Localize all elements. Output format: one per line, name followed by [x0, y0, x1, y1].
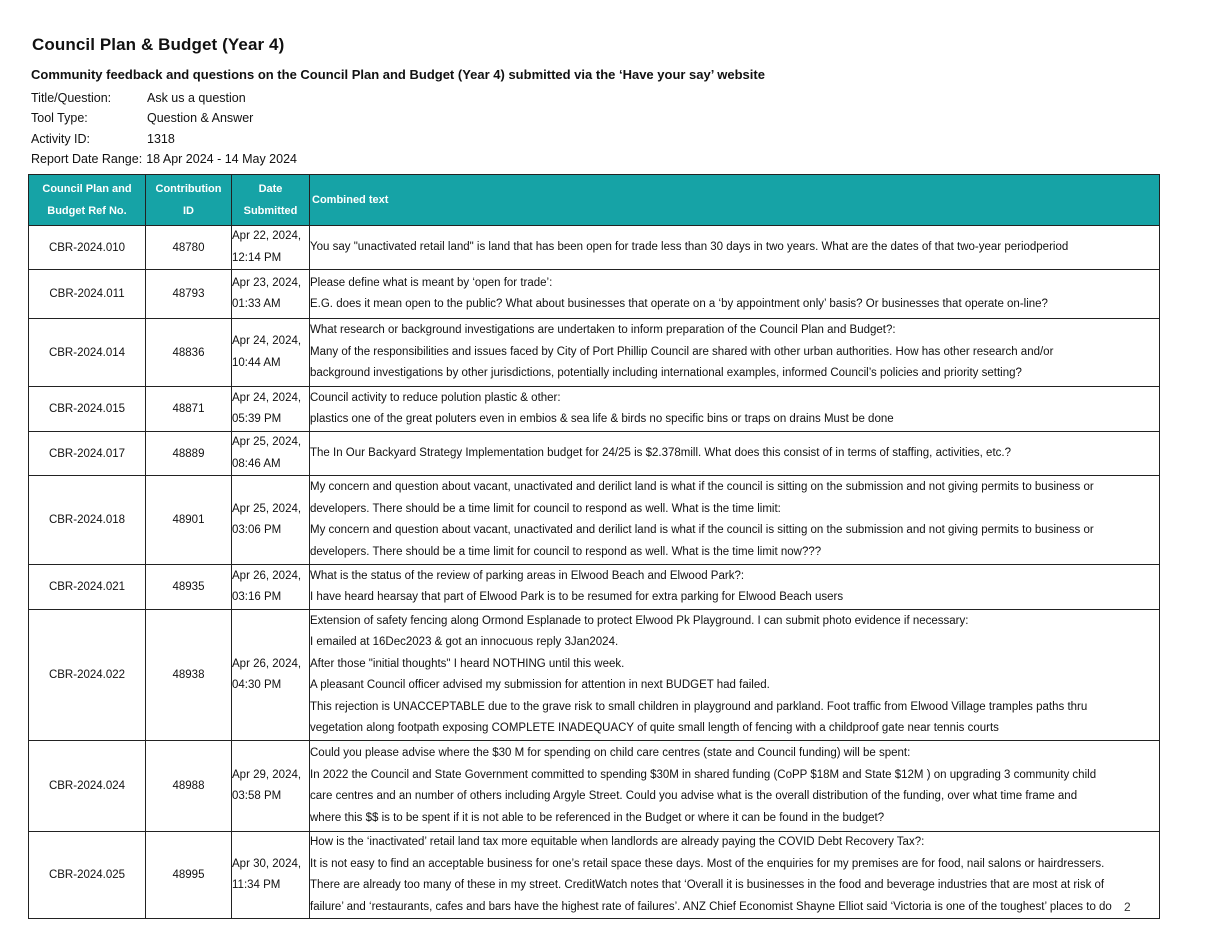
cell-ref-no: CBR-2024.017 — [29, 432, 146, 476]
date-value: Apr 24, 2024, — [232, 335, 302, 347]
cell-combined-text — [310, 565, 1160, 610]
text-line: My concern and question about vacant, unactivated and derilict land is what if the council is sitting on the submission and not giving permits to business or — [310, 524, 1094, 536]
cell-ref-no: CBR-2024.018 — [29, 476, 146, 565]
cell-date-submitted — [232, 565, 310, 610]
cell-contribution-id: 48938 — [146, 610, 232, 741]
cell-ref-no: CBR-2024.021 — [29, 565, 146, 610]
cell-date-submitted — [232, 832, 310, 919]
cell-combined-text — [310, 270, 1160, 319]
cell-ref-no: CBR-2024.024 — [29, 741, 146, 832]
cell-contribution-id: 48871 — [146, 387, 232, 432]
meta-value: 18 Apr 2024 - 14 May 2024 — [146, 151, 297, 166]
cell-ref-no: CBR-2024.015 — [29, 387, 146, 432]
time-value: 03:06 PM — [232, 524, 282, 536]
text-line: You say "unactivated retail land" is land that has been open for trade less than 30 days in two years. What are the dates of that two-year periodperiod — [310, 240, 1069, 253]
text-line: care centres and an number of others including Argyle Street. Could you advise what is the overall distribution of the funding, over what time frame and — [310, 790, 1078, 802]
meta-value: Question & Answer — [147, 111, 254, 126]
table-header-row — [29, 175, 1160, 226]
time-value: 12:14 PM — [232, 251, 282, 264]
meta-row-date-range — [31, 149, 297, 169]
table-row — [29, 832, 1160, 919]
header-ref-no — [29, 175, 146, 226]
text-line: failure’ and ‘restaurants, cafes and bars have the highest rate of failures’. ANZ Chief Economist Shayne Elliot said ‘Victoria is one of the toughest’ places to do — [310, 900, 1112, 913]
header-contribution-line2: ID — [183, 205, 194, 217]
text-line: Many of the responsibilities and issues faced by City of Port Phillip Council are shared with other urban authorities. How has other research and/or — [310, 345, 1054, 358]
time-value: 05:39 PM — [232, 413, 282, 425]
text-line: The In Our Backyard Strategy Implementation budget for 24/25 is $2.378mill. What does this consist of in terms of staffing, activities, etc.? — [310, 446, 1011, 459]
table-body — [29, 226, 1160, 919]
cell-ref-no: CBR-2024.010 — [29, 226, 146, 270]
text-line: Could you please advise where the $30 M for spending on child care centres (state and Council funding) will be spent: — [310, 747, 911, 759]
text-line: plastics one of the great poluters even in embios & sea life & birds no specific bins or traps on drains Must be done — [310, 413, 894, 425]
header-combined-text: Combined text — [310, 175, 1160, 226]
cell-date-submitted — [232, 270, 310, 319]
text-line: How is the ‘inactivated’ retail land tax more equitable when landlords are already paying the COVID Debt Recovery Tax?: — [310, 836, 925, 848]
text-line: This rejection is UNACCEPTABLE due to the grave risk to small children in playground and parkland. Foot traffic from Elwood Village tramples paths thru — [310, 700, 1088, 713]
table-row — [29, 270, 1160, 319]
cell-ref-no: CBR-2024.025 — [29, 832, 146, 919]
table-row — [29, 387, 1160, 432]
header-ref-line1: Council Plan and — [42, 183, 132, 195]
header-date-line1: Date — [258, 183, 283, 195]
cell-combined-text — [310, 432, 1160, 476]
time-value: 04:30 PM — [232, 679, 282, 691]
cell-contribution-id: 48836 — [146, 319, 232, 387]
date-value: Apr 22, 2024, — [232, 230, 302, 242]
text-line: background investigations by other jurisdictions, potentially including international examples, informed Council’s policies and priority setting? — [310, 367, 1022, 380]
cell-date-submitted — [232, 226, 310, 270]
cell-contribution-id: 48780 — [146, 226, 232, 270]
meta-label: Report Date Range: — [31, 151, 143, 166]
text-line: It is not easy to find an acceptable business for one’s retail space these days. Most of the enquiries for my premises are for food, nail salons or hairdressers. — [310, 857, 1105, 870]
cell-date-submitted — [232, 432, 310, 476]
cell-contribution-id: 48935 — [146, 565, 232, 610]
text-line: Extension of safety fencing along Ormond Esplanade to protect Elwood Pk Playground. I can submit photo evidence if necessary: — [310, 614, 969, 627]
date-value: Apr 26, 2024, — [232, 657, 302, 670]
table-row — [29, 476, 1160, 565]
meta-row-title — [31, 88, 297, 108]
header-date-submitted — [232, 175, 310, 226]
text-line: What research or background investigations are undertaken to inform preparation of the Council Plan and Budget?: — [310, 324, 896, 337]
text-line: Please define what is meant by ‘open for trade’: — [310, 276, 553, 289]
cell-date-submitted — [232, 610, 310, 741]
cell-date-submitted — [232, 387, 310, 432]
table-row — [29, 610, 1160, 741]
time-value: 10:44 AM — [232, 356, 281, 369]
meta-row-tool-type — [31, 108, 297, 128]
table-row — [29, 226, 1160, 270]
time-value: 11:34 PM — [232, 879, 281, 891]
table-row — [29, 741, 1160, 832]
cell-contribution-id: 48793 — [146, 270, 232, 319]
date-value: Apr 23, 2024, — [232, 276, 302, 289]
cell-ref-no: CBR-2024.022 — [29, 610, 146, 741]
header-contribution-id — [146, 175, 232, 226]
cell-ref-no: CBR-2024.011 — [29, 270, 146, 319]
meta-value: 1318 — [147, 131, 175, 146]
meta-label: Title/Question: — [31, 91, 112, 105]
meta-label: Activity ID: — [31, 131, 91, 146]
text-line: I have heard hearsay that part of Elwood Park is to be resumed for extra parking for Elwood Beach users — [310, 591, 844, 603]
cell-combined-text — [310, 387, 1160, 432]
date-value: Apr 25, 2024, — [232, 502, 302, 515]
text-line: I emailed at 16Dec2023 & got an innocuous reply 3Jan2024. — [310, 636, 619, 648]
feedback-table — [28, 174, 1160, 919]
text-line: What is the status of the review of parking areas in Elwood Beach and Elwood Park?: — [310, 569, 745, 582]
cell-contribution-id: 48901 — [146, 476, 232, 565]
text-line: where this $$ is to be spent if it is not able to be referenced in the Budget or where it can be found in the budget? — [310, 811, 885, 824]
cell-contribution-id: 48889 — [146, 432, 232, 476]
table-row — [29, 319, 1160, 387]
text-line: developers. There should be a time limit for council to respond as well. What is the time limit now??? — [310, 545, 822, 558]
text-line: Council activity to reduce polution plastic & other: — [310, 391, 561, 404]
table-row — [29, 565, 1160, 610]
page-number: 2 — [1124, 900, 1131, 914]
header-date-line2: Submitted — [243, 205, 298, 217]
text-line: developers. There should be a time limit for council to respond as well. What is the time limit: — [310, 502, 781, 515]
meta-value: Ask us a question — [147, 91, 246, 105]
text-line: There are already too many of these in my street. CreditWatch notes that ‘Overall it is businesses in the food and beverage industries that are most at risk of — [310, 879, 1105, 891]
text-line: My concern and question about vacant, unactivated and derilict land is what if the council is sitting on the submission and not giving permits to business or — [310, 481, 1094, 493]
meta-row-activity-id — [31, 129, 297, 149]
time-value: 01:33 AM — [232, 298, 281, 310]
cell-combined-text — [310, 319, 1160, 387]
meta-label: Tool Type: — [31, 111, 88, 126]
cell-ref-no: CBR-2024.014 — [29, 319, 146, 387]
time-value: 08:46 AM — [232, 457, 281, 470]
date-value: Apr 29, 2024, — [232, 768, 302, 781]
cell-date-submitted — [232, 476, 310, 565]
document-title: Council Plan & Budget (Year 4) — [32, 35, 285, 54]
cell-contribution-id: 48988 — [146, 741, 232, 832]
cell-combined-text — [310, 476, 1160, 565]
text-line: E.G. does it mean open to the public? What about businesses that operate on a ‘by appointment only’ basis? Or businesses that operate on-line? — [310, 298, 1048, 310]
report-metadata — [31, 88, 297, 169]
text-line: vegetation along footpath exposing COMPLETE INADEQUACY of quite small length of fencing with a childproof gate near tennis courts — [310, 722, 999, 734]
text-line: In 2022 the Council and State Government committed to spending $30M in shared funding (CoPP $18M and State $12M ) on upgrading 3 community child — [310, 768, 1097, 781]
text-line: A pleasant Council officer advised my submission for attention in next BUDGET had failed. — [310, 679, 770, 691]
header-contribution-line1: Contribution — [155, 183, 222, 195]
header-ref-line2: Budget Ref No. — [47, 205, 127, 217]
cell-combined-text — [310, 832, 1160, 919]
date-value: Apr 25, 2024, — [232, 436, 302, 448]
cell-combined-text — [310, 610, 1160, 741]
time-value: 03:16 PM — [232, 591, 282, 603]
cell-combined-text — [310, 741, 1160, 832]
date-value: Apr 30, 2024, — [232, 857, 302, 870]
cell-date-submitted — [232, 319, 310, 387]
table-row — [29, 432, 1160, 476]
cell-combined-text — [310, 226, 1160, 270]
date-value: Apr 26, 2024, — [232, 569, 302, 582]
text-line: After those "initial thoughts" I heard NOTHING until this week. — [310, 657, 625, 670]
date-value: Apr 24, 2024, — [232, 391, 302, 404]
document-subtitle: Community feedback and questions on the Council Plan and Budget (Year 4) submitted via the ‘Have your say’ website — [31, 67, 765, 82]
cell-date-submitted — [232, 741, 310, 832]
time-value: 03:58 PM — [232, 790, 282, 802]
cell-contribution-id: 48995 — [146, 832, 232, 919]
